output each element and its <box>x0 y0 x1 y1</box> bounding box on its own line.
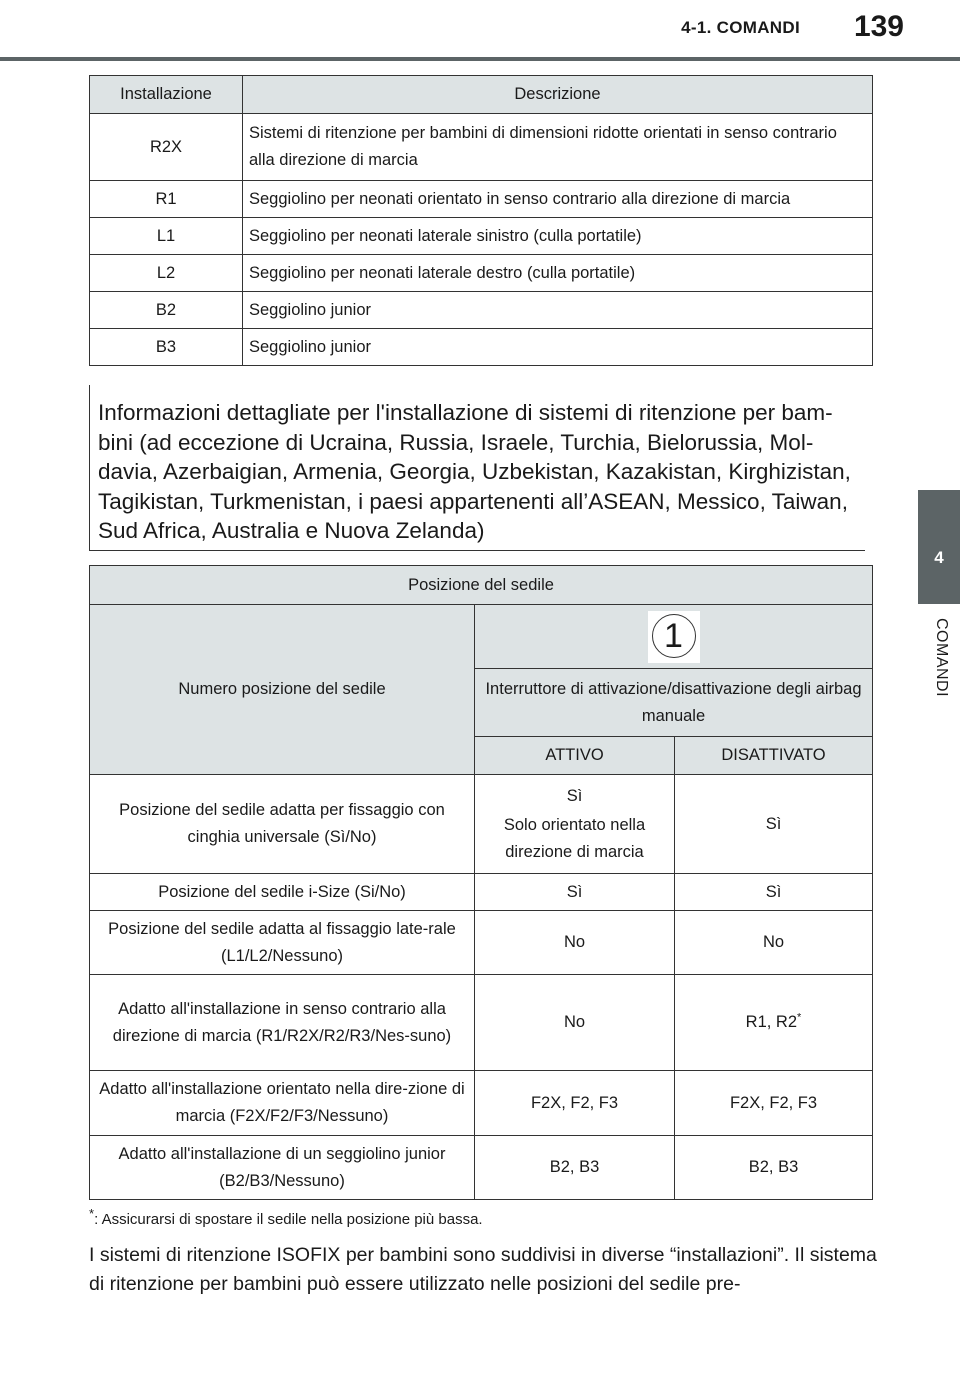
row-label: Posizione del sedile i-Size (Si/No) <box>90 874 475 911</box>
table-header-row <box>90 566 873 605</box>
column-header-disattivato: DISATTIVATO <box>675 737 873 775</box>
column-header-descrizione: Descrizione <box>243 76 873 114</box>
table-row <box>90 1136 873 1200</box>
table-row <box>90 329 873 366</box>
seat-number-badge <box>648 611 700 663</box>
chapter-number: 4 <box>934 548 944 567</box>
installation-code: R1 <box>90 181 243 218</box>
table-row <box>90 975 873 1071</box>
airbag-switch-label: Interruttore di attivazione/disattivazione degli airbag manuale <box>475 669 873 737</box>
table-row <box>90 255 873 292</box>
table-header-row <box>90 605 873 669</box>
table-row <box>90 218 873 255</box>
body-paragraph: I sistemi di ritenzione ISOFIX per bambini sono suddivisi in diverse “installazioni”. Il sistema di ritenzione per bambini può essere utilizzato nelle posizioni del sedile pre- <box>89 1244 877 1295</box>
row-label: Adatto all'installazione in senso contrario alla direzione di marcia (R1/R2X/R2/R3/Nes-suno) <box>90 975 475 1071</box>
installation-code: R2X <box>90 114 243 181</box>
installation-description: Seggiolino junior <box>243 292 873 329</box>
cell-disattivato <box>675 975 873 1071</box>
installation-code: L2 <box>90 255 243 292</box>
column-header-attivo: ATTIVO <box>475 737 675 775</box>
cell-disattivato: B2, B3 <box>675 1136 873 1200</box>
footnote <box>89 1206 483 1228</box>
info-heading: Informazioni dettagliate per l'installazione di sistemi di ritenzione per bam-bini (ad eccezione di Ucraina, Russia, Israele, Turchia, Bielorussia, Mol-davia, Azerbaigian, Armenia, Georgia, Uzbekistan, Kazakistan, Kirghizistan, Tagikistan, Turkmenistan, i paesi appartenenti all’ASEAN, Messico, Taiwan, Sud Africa, Australia e Nuova Zelanda) <box>89 385 865 551</box>
cell-value: R1, R2 <box>745 1013 798 1031</box>
installation-description: Sistemi di ritenzione per bambini di dimensioni ridotte orientati in senso contrario alla direzione di marcia <box>243 114 873 181</box>
cell-disattivato: Sì <box>675 874 873 911</box>
table-header-row <box>90 76 873 114</box>
column-header-installazione: Installazione <box>90 76 243 114</box>
row-label: Posizione del sedile adatta per fissaggio con cinghia universale (Sì/No) <box>90 775 475 874</box>
installation-description: Seggiolino junior <box>243 329 873 366</box>
installation-description: Seggiolino per neonati laterale destro (culla portatile) <box>243 255 873 292</box>
header-divider <box>0 57 960 61</box>
cell-attivo: B2, B3 <box>475 1136 675 1200</box>
seat-number-cell <box>475 605 873 669</box>
cell-attivo: F2X, F2, F3 <box>475 1071 675 1136</box>
seat-number-label: Numero posizione del sedile <box>90 605 475 775</box>
installation-code: B3 <box>90 329 243 366</box>
table-row <box>90 114 873 181</box>
row-label: Posizione del sedile adatta al fissaggio late-rale (L1/L2/Nessuno) <box>90 911 475 975</box>
installation-description: Seggiolino per neonati laterale sinistro (culla portatile) <box>243 218 873 255</box>
footnote-star: * <box>89 1206 95 1221</box>
cell-disattivato: F2X, F2, F3 <box>675 1071 873 1136</box>
installation-code: B2 <box>90 292 243 329</box>
row-label: Adatto all'installazione orientato nella dire-zione di marcia (F2X/F2/F3/Nessuno) <box>90 1071 475 1136</box>
seat-position-table <box>89 565 873 1200</box>
footnote-marker: * <box>797 1011 802 1024</box>
table-row <box>90 181 873 218</box>
footnote-text: : Assicurarsi di spostare il sedile nella posizione più bassa. <box>94 1211 483 1228</box>
chapter-label: COMANDI <box>933 618 950 698</box>
cell-attivo: No <box>475 975 675 1071</box>
page-number: 139 <box>853 10 904 43</box>
row-label: Adatto all'installazione di un seggiolino junior (B2/B3/Nessuno) <box>90 1136 475 1200</box>
cell-note: Solo orientato nella direzione di marcia <box>503 815 646 861</box>
seat-table-title: Posizione del sedile <box>90 566 873 605</box>
table-row <box>90 911 873 975</box>
cell-attivo <box>475 775 675 874</box>
installation-table <box>89 75 873 366</box>
table-row <box>90 775 873 874</box>
table-row <box>90 874 873 911</box>
cell-attivo: Sì <box>475 874 675 911</box>
cell-attivo: No <box>475 911 675 975</box>
cell-value: Sì <box>566 786 583 805</box>
installation-description: Seggiolino per neonati orientato in senso contrario alla direzione di marcia <box>243 181 873 218</box>
seat-number-1-icon: 1 <box>652 614 696 658</box>
chapter-tab <box>918 490 960 604</box>
cell-disattivato: Sì <box>675 775 873 874</box>
table-row <box>90 292 873 329</box>
table-row <box>90 1071 873 1136</box>
installation-code: L1 <box>90 218 243 255</box>
cell-disattivato: No <box>675 911 873 975</box>
section-title: 4-1. COMANDI <box>681 18 800 37</box>
